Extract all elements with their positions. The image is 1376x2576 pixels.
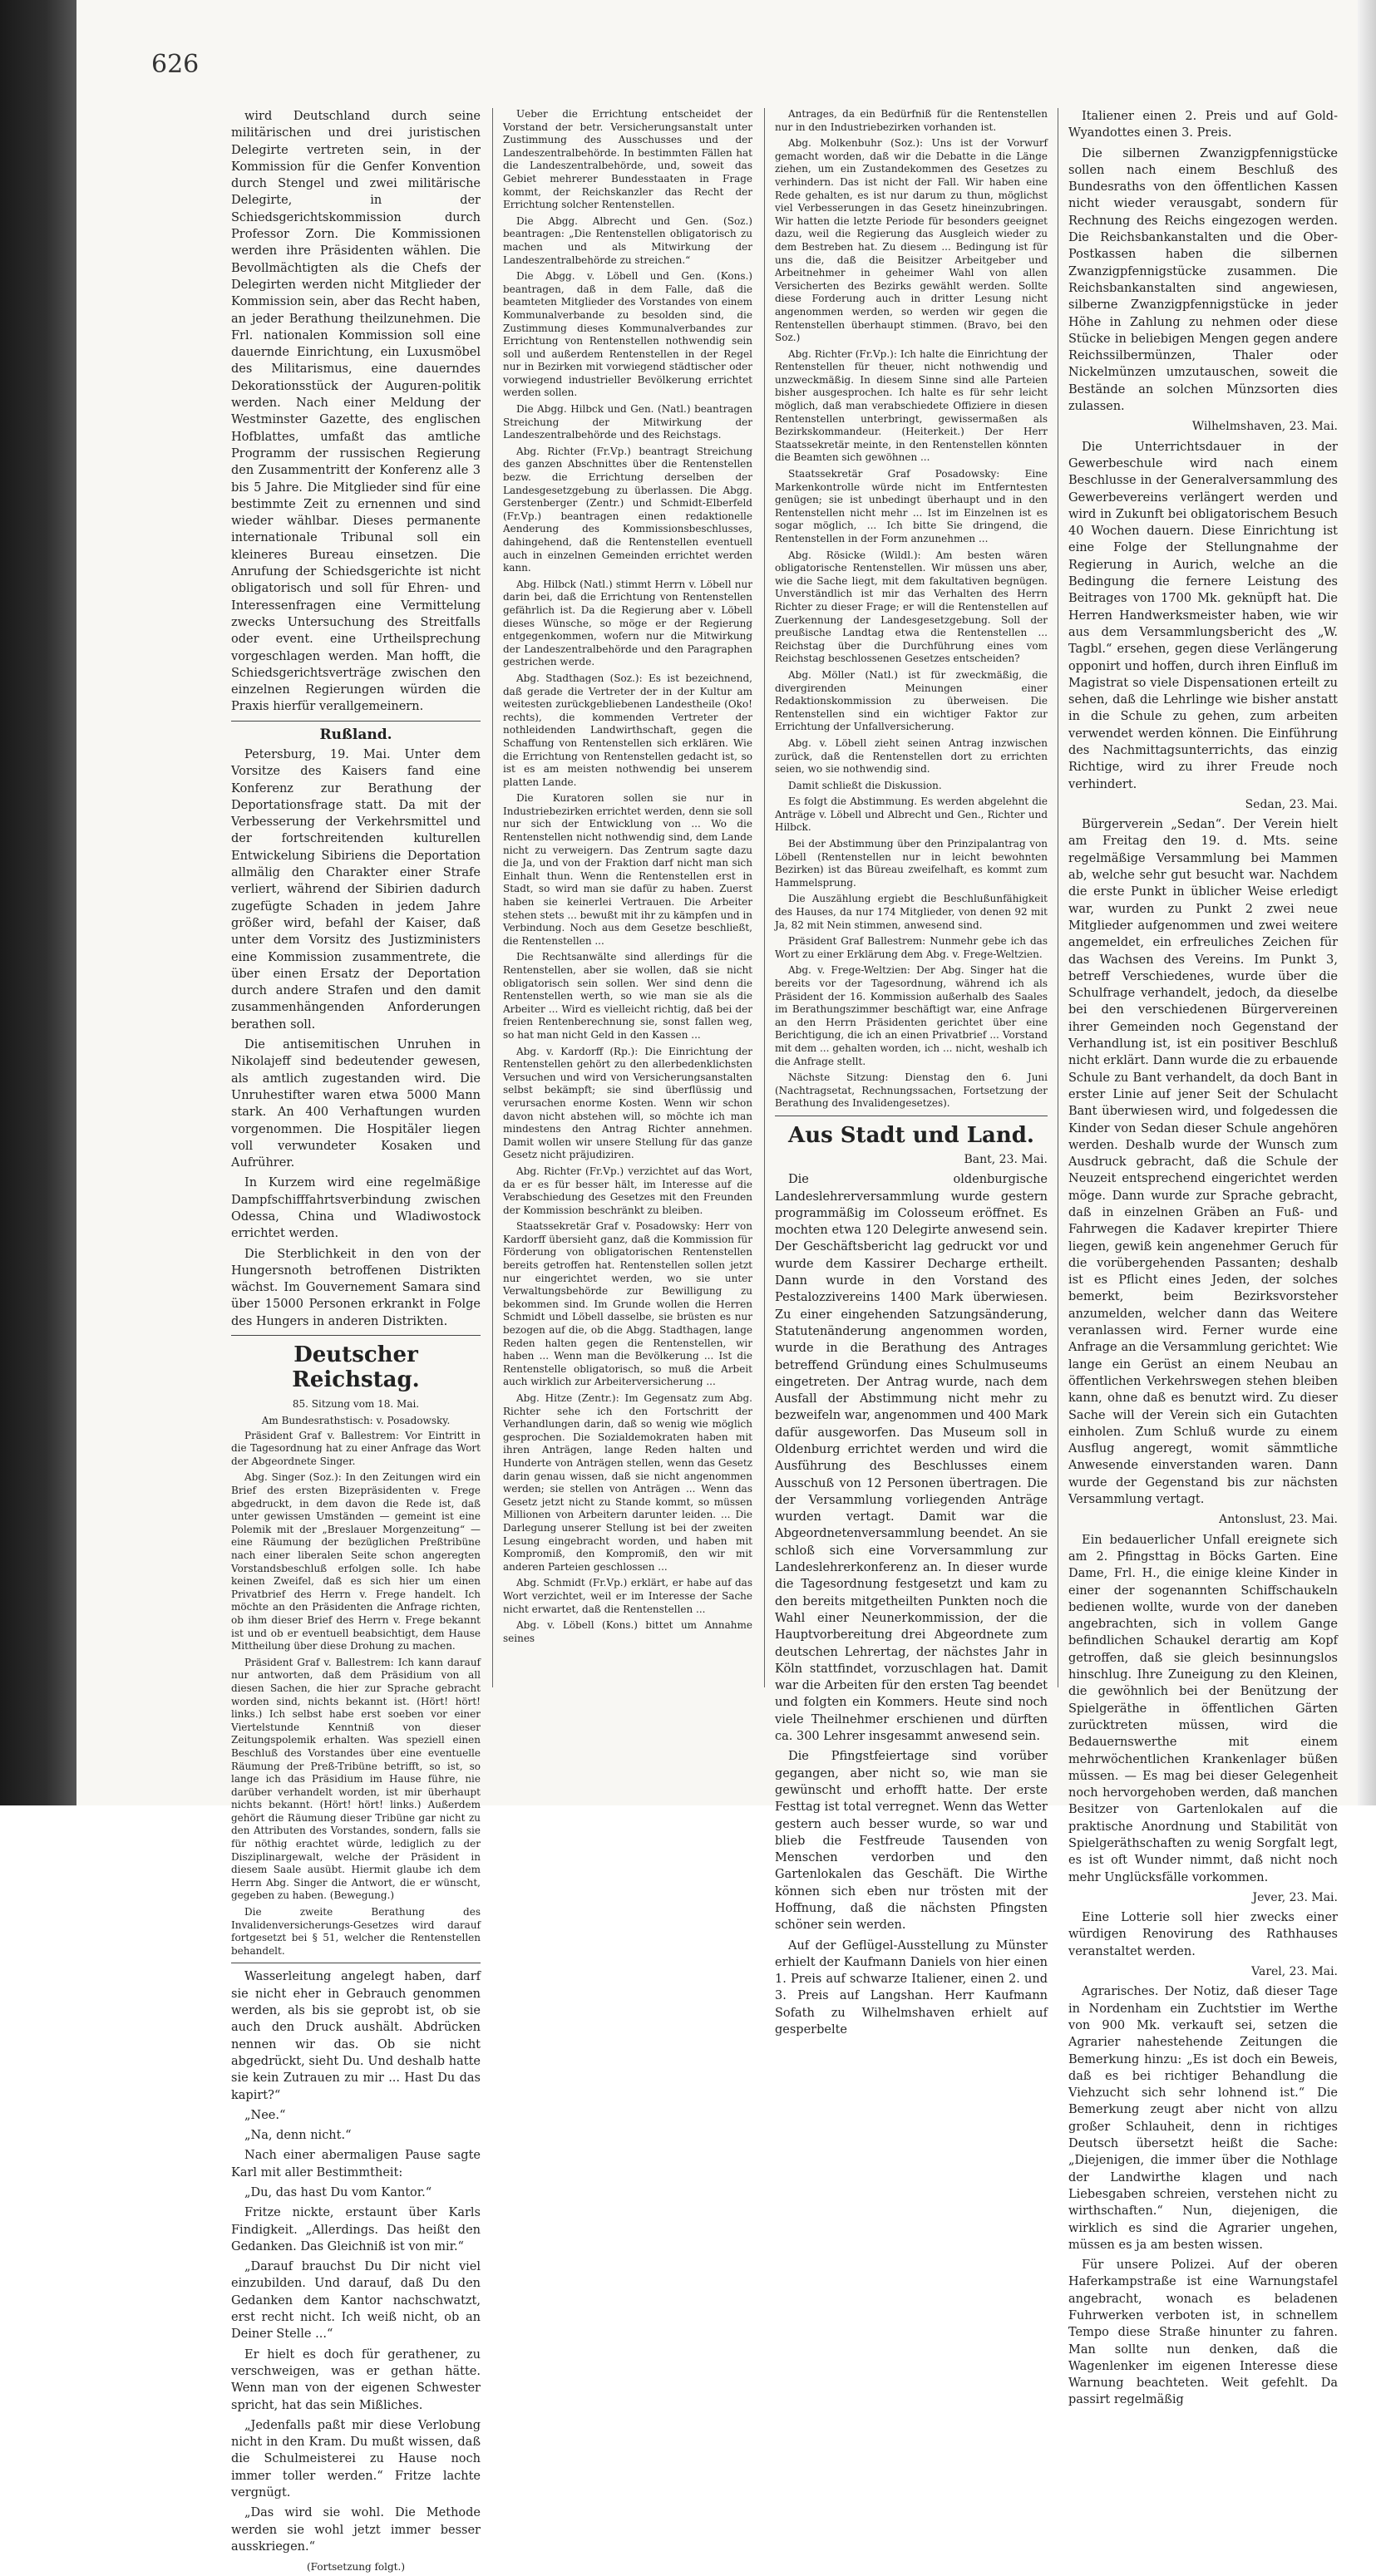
article-paragraph: Die silbernen Zwanzigpfennigstücke sollen nach einem Beschluß des Bundesraths von den öffentlichen Kassen nicht wieder verausgabt, sondern für Rechnung des Reichs eingezogen werden. Die Reichsbankanstalten und die Ober-Postkassen haben die silbernen Zwanzigpfennigstücke zusammen. Die Reichsbankanstalten sind angewiesen, silberne Zwanzigpfennigstücke in jeder Höhe in Zahlung zu nehmen oder diese Stücke in beliebigen Mengen gegen andere Reichssilbermünzen, Thaler oder Nickelmünzen umzutauschen, soweit die Bestände an solchen Münzsorten dies zulassen. [1068, 146, 1338, 414]
continuation-note: (Fortsetzung folgt.) [307, 2561, 405, 2574]
debate-paragraph: Die Abgg. Albrecht und Gen. (Soz.) beantragen: „Die Rentenstellen obligatorisch zu machen und als Mitwirkung der Landeszentralbehörde zu streichen.“ [503, 214, 752, 266]
page-number: 626 [151, 50, 200, 79]
article-paragraph: Die oldenburgische Landeslehrerversammlung wurde gestern programmäßig im Colosseum eröffnet. Es mochten etwa 120 Delegirte anwesend sein. Der Geschäftsbericht lag gedruckt vor und wurde dem Kassirer Decharge ertheilt. Dann wurde in den Vorstand des Pestalozzivereins 1400 Mark überwiesen. Zu einer eingehenden Satzungsänderung, Statutenänderung angenommen worden, wurde in die Berathung des Antrages betreffend Gründung eines Schulmuseums eingetreten. Der Antrag wurde, nach dem Ausfall der Abstimmung nicht mehr zu bezweifeln war, angenommen und 400 Mark dafür ausgeworfen. Das Museum soll in Oldenburg errichtet werden und wird die Ausführung des Beschlusses einem Ausschuß von 12 Personen übertragen. Die der Versammlung vorliegenden Anträge wurden vertagt. Damit war die Abgeordnetenversammlung beendet. An sie schloß sich eine Vorversammlung zur Landeslehrerkonferenz an. In dieser wurde die Tagesordnung festgesetzt und kam zu den bereits mitgetheilten Punkten noch die Wahl einer Neunerkommission, der die Hauptvorbereitung drei Abgeordnete zum deutschen Lehrertag, der nächstes Jahr in Köln stattfindet, vorzuschlagen hat. Damit war die Arbeiten für den ersten Tag beendet und folgten ein Kommers. Heute sind noch viele Theilnehmer erschienen und dürften ca. 300 Lehrer insgesammt anwesend sein. [775, 1173, 1048, 1744]
debate-paragraph: Abg. Richter (Fr.Vp.) verzichtet auf das Wort, da er es für besser hält, im Interesse auf die Verabschiedung des Gesetzes mit den Freunden der Kommission beschränkt zu bleiben. [503, 1165, 752, 1216]
article-paragraph: Die Pfingstfeiertage sind vorüber gegangen, aber nicht so, wie man sie gewünscht und erhofft hatte. Der erste Festtag ist total verregnet. Wenn das Wetter gestern auch besser wurde, so war und blieb die Festfreude Tausenden von Menschen verdorben und den Gartenlokalen das Geschäft. Die Wirthe können sich eben nur trösten mit der Hoffnung, daß die nächsten Pfingsten schöner sein werden. [775, 1750, 1048, 1933]
session-line: 85. Sitzung vom 18. Mai. [292, 1398, 420, 1411]
debate-paragraph: Ueber die Errichtung entscheidet der Vorstand der betr. Versicherungsanstalt unter Zustimmung des Ausschusses und der Landeszentralbehörde. In bestimmten Fällen hat die Landeszentralbehörde, und, soweit das Gebiet mehrerer Bundesstaaten in Frage kommt, der Reichskanzler das Recht der Errichtung solcher Rentenstellen. [503, 108, 752, 211]
debate-paragraph: Es folgt die Abstimmung. Es werden abgelehnt die Anträge v. Löbell und Albrecht und Gen., Richter und Hilbck. [775, 795, 1048, 834]
debate-paragraph: Abg. v. Kardorff (Rp.): Die Einrichtung der Rentenstellen gehört zu den allerbedenklichsten Versuchen und wird von Versicherungsanstalten selbst bekämpft; sie sind überflüssig und verursachen enorme Kosten. Wenn wir schon davon nicht abstehen will, so möchte ich man mindestens den Antrag Richter annehmen. Damit wollen wir unsere Stellung für das ganze Gesetz nicht präjudiziren. [503, 1045, 752, 1161]
section-heading-stadt-und-land: Aus Stadt und Land. [788, 1122, 1034, 1148]
feuilleton-paragraph: „Darauf brauchst Du Dir nicht viel einzubilden. Und darauf, daß Du den Gedanken dem Kantor nachschwatzt, erst recht nicht. Ich weiß nicht, ob an Deiner Stelle ...“ [231, 2260, 481, 2342]
section-divider [231, 721, 481, 722]
debate-paragraph: Abg. v. Löbell zieht seinen Antrag inzwischen zurück, daß die Rentenstellen dort zu errichten seien, wo sie nothwendig sind. [775, 736, 1048, 776]
debate-paragraph: Abg. Stadthagen (Soz.): Es ist bezeichnend, daß gerade die Vertreter der in der Kultur am weitesten zurückgebliebenen Landestheile (Oko! rechts), die kommenden Vertreter der nothleidenden Landwirthschaft, gegen die Schaffung von Rentenstellen sich erklären. Wie die Errichtung von Rentenstellen gedacht ist, so ist es am meisten nothwendig bei unserem platten Lande. [503, 672, 752, 788]
book-binding [0, 0, 76, 1805]
debate-paragraph: Abg. Hilbck (Natl.) stimmt Herrn v. Löbell nur darin bei, daß die Errichtung von Rentenstellen gefährlich ist. Da die Regierung aber v. Löbell dieses Wünsche, so möge er der Regierung entgegenkommen, wofern nur die Mitwirkung der Landeszentralbehörde und den Paragraphen gestrichen werde. [503, 578, 752, 668]
debate-paragraph: Abg. v. Frege-Weltzien: Der Abg. Singer hat die bereits vor der Tagesordnung, während ich als Präsident der 16. Kommission außerhalb des Saales im Berathungszimmer beschäftigt war, eine Anfrage an den Herrn Präsidenten gerichtet über eine Berichtigung, die ich an einen Privatbrief ... Vorstand mit dem ... gehalten worden, ich ... nicht, weshalb ich die Anfrage stellt. [775, 964, 1048, 1067]
column-rule [764, 108, 765, 1687]
feuilleton-paragraph: Wasserleitung angelegt haben, darf sie nicht eher in Gebrauch genommen werden, als bis sie geprobt ist, ob sie auch den Druck aushält. Abdrücken nennen wir das. Ob sie nicht abgedrückt, sieht Du. Und deshalb hatte sie kein Zutrauen zu mir ... Hast Du das kapirt?“ [231, 1970, 481, 2102]
debate-paragraph: Damit schließt die Diskussion. [788, 779, 942, 791]
bundesrath-line: Am Bundesrathstisch: v. Posadowsky. [261, 1415, 451, 1427]
feuilleton-paragraph: „Das wird sie wohl. Die Methode werden sie wohl jetzt immer besser ausskriegen.“ [231, 2506, 481, 2554]
article-paragraph: Die antisemitischen Unruhen in Nikolajeff sind bedeutender gewesen, als amtlich zugestanden wird. Die Unruhestifter waren etwa 5000 Mann stark. An 400 Verhaftungen wurden vorgenommen. Die Hospitäler liegen voll verwundeter Kosaken und Aufrührer. [231, 1038, 481, 1170]
feuilleton-paragraph: „Na, denn nicht.“ [244, 2129, 352, 2143]
article-paragraph: Die Unterrichtsdauer in der Gewerbeschule wird nach einem Beschlusse in der Generalversammlung des Gewerbevereins verlängert werden und wird in Zukunft bei obligatorischem Besuch 40 Wochen dauern. Diese Einrichtung ist eine Folge der Stellungnahme der Regierung in Aurich, welche an die Bedingung die fernere Leistung des Beitrages von 1700 Mk. geknüpft hat. Die Herren Handwerksmeister haben, wie wir aus dem Versammlungsbericht des „W. Tagbl.“ ersehen, gegen diese Verlängerung opponirt und hoffen, durch ihren Einfluß im Magistrat so viele Dispensationen erteilt zu sehen, daß die Lehrlinge wie bisher anstatt in die Schule zu gehen, zum arbeiten verwendet werden können. Die Einführung des Nachmittagsunterrichts, das einzig Richtige, wird zu ihrer Freude noch verhindert. [1068, 440, 1338, 791]
debate-paragraph: Die Abgg. v. Löbell und Gen. (Kons.) beantragen, daß in dem Falle, daß die beamteten Mitglieder des Vorstandes von einem Kommunalverbande zu besolden sind, die Zustimmung dieses Kommunalverbandes zur Errichtung von Rentenstellen nothwendig sein soll und außerdem Rentenstellen in der Regel nur in Bezirken mit vorwiegend städtischer oder vorwiegend industrieller Bevölkerung errichtet werden sollen. [503, 270, 752, 399]
dateline: Jever, 23. Mai. [1252, 1890, 1338, 1904]
dateline: Varel, 23. Mai. [1251, 1965, 1338, 1979]
article-paragraph: Auf der Geflügel-Ausstellung zu Münster erhielt der Kaufmann Daniels von hier einen 1. Preis auf schwarze Italiener, einen 2. und 3. Preis auf Langshan. Herr Kaufmann Sofath zu Wilhelmshaven erhielt auf gesperbelte [775, 1938, 1048, 2037]
column-1 [231, 108, 481, 2574]
debate-paragraph: Abg. Möller (Natl.) ist für zweckmäßig, die divergirenden Meinungen einer Redaktionskommission zu überweisen. Die Rentenstellen sind ein wichtiger Faktor zur Errichtung der Unfallversicherung. [775, 668, 1048, 733]
page-edge [1358, 0, 1376, 1805]
feuilleton-paragraph: Fritze nickte, erstaunt über Karls Findigkeit. „Allerdings. Das heißt den Gedanken. Das Gleichniß ist von mir.“ [231, 2206, 481, 2253]
feuilleton-paragraph: Nach einer abermaligen Pause sagte Karl mit aller Bestimmtheit: [231, 2149, 481, 2180]
debate-paragraph: Präsident Graf Ballestrem: Nunmehr gebe ich das Wort zu einer Erklärung dem Abg. v. Frege-Weltzien. [775, 935, 1048, 960]
column-3 [775, 108, 1048, 2037]
debate-paragraph: Abg. Richter (Fr.Vp.): Ich halte die Einrichtung der Rentenstellen für theuer, nicht nothwendig und unzweckmäßig. In diesem Sinne sind alle Parteien bisher ausgesprochen. Ich halte es für sehr leicht möglich, daß man verabschiedete Offiziere in diesen Rentenstellen unterbringt, gewissermaßen als Bezirkskommandeur. (Heiterkeit.) Der Herr Staatssekretär meinte, in den Rentenstellen könnten die Beamten sich gewöhnen ... [775, 347, 1048, 464]
feuilleton-paragraph: „Nee.“ [244, 2108, 286, 2122]
article-paragraph: In Kurzem wird eine regelmäßige Dampfschifffahrtsverbindung zwischen Odessa, China und Wladiwostock errichtet werden. [231, 1176, 481, 1241]
debate-paragraph: Die Rechtsanwälte sind allerdings für die Rentenstellen, aber sie wollen, daß sie nicht obligatorisch sein sollen. Wer sind denn die Rentenstellen werth, so wie man sie als die Arbeiter ... Wird es vielleicht richtig, daß bei der freien Rentenberechnung sie, sonst fallen weg, so hat man nicht Geld in den Kassen ... [503, 951, 752, 1041]
debate-paragraph: Abg. Rösicke (Wildl.): Am besten wären obligatorische Rentenstellen. Wir müssen uns aber, wie die Sache liegt, mit dem fakultativen begnügen. Unverständlich ist mir das Verhalten des Herrn Richter zu dieser Frage; er will die Rentenstellen auf Zuerkennung der Landesgesetzgebung. Soll der preußische Landtag etwa die Rentenstellen ... Reichstag über die Durchführung eines vom Reichstag beschlossenen Gesetzes entscheiden? [775, 549, 1048, 665]
feuilleton-paragraph: „Du, das hast Du vom Kantor.“ [244, 2185, 432, 2199]
debate-paragraph: Staatssekretär Graf Posadowsky: Eine Markenkontrolle würde nicht im Entferntesten genügen; sie ist unbedingt überhaupt und in den Rentenstellen nicht mehr ... Ist im Einzelnen ist es sogar möglich, ... Ich bitte Sie dringend, die Rentenstellen in der Form anzunehmen ... [775, 468, 1048, 544]
section-divider [231, 1335, 481, 1336]
dateline: Wilhelmshaven, 23. Mai. [1191, 420, 1338, 434]
dateline: Bant, 23. Mai. [964, 1152, 1048, 1166]
debate-paragraph: Präsident Graf v. Ballestrem: Vor Eintritt in die Tagesordnung hat zu einer Anfrage das Wort der Abgeordnete Singer. [231, 1429, 481, 1467]
debate-paragraph: Die Auszählung ergiebt die Beschlußunfähigkeit des Hauses, da nur 174 Mitglieder, von denen 92 mit Ja, 82 mit Nein stimmen, anwesend sind. [775, 893, 1048, 931]
feuilleton-paragraph: „Jedenfalls paßt mir diese Verlobung nicht in den Kram. Du mußt wissen, daß die Schulmeisterei zu Hause noch immer toller werden.“ Fritze lachte vergnügt. [231, 2418, 481, 2500]
column-rule [492, 108, 493, 1687]
debate-paragraph: Die zweite Berathung des Invalidenversicherungs-Gesetzes wird darauf fortgesetzt bei § 51, welcher die Rentenstellen behandelt. [231, 1906, 481, 1957]
debate-paragraph: Abg. Molkenbuhr (Soz.): Uns ist der Vorwurf gemacht worden, daß wir die Debatte in die Länge ziehen, um ein Zustandekommen des Gesetzes zu verhindern. Das ist nicht der Fall. Wir haben eine Rede gehalten, es ist nur darum zu thun, möglichst viel Verbesserungen in das Gesetz hineinzubringen. Wir hatten die letzte Periode für besonders geeignet dazu, weil die Regierung das Ausgleich wieder zu dem Bestreben hat. Zu diesem ... Bedingung ist für uns die, daß die Beisitzer Arbeitgeber und Arbeitnehmer in geheimer Wahl von allen Versicherten des Bezirks gewählt werden. Sollte diese Forderung auch in dritter Lesung nicht angenommen werden, so werden wir gegen die Rentenstellen überhaupt stimmen. (Bravo, bei den Soz.) [775, 137, 1048, 344]
article-paragraph: Petersburg, 19. Mai. Unter dem Vorsitze des Kaisers fand eine Konferenz zur Berathung der Deportationsfrage statt. Da mit der Verbesserung der Verkehrsmittel und der fortschreitenden kulturellen Entwickelung Sibiriens die Deportation allmälig den Charakter einer Strafe verliert, während der Sibirien dadurch zugefügte Schaden in jedem Jahre größer wird, befahl der Kaiser, daß unter dem Vorsitz des Justizministers eine Kommission zusammentrete, die über einen Ersatz der Deportation durch andere Strafen und den damit zusammenhängenden Anforderungen berathen soll. [231, 747, 481, 1032]
article-paragraph: Für unsere Polizei. Auf der oberen Haferkampstraße ist eine Warnungstafel angebracht, wonach es beladenen Fuhrwerken verboten ist, in schnellem Tempo diese Straße hinunter zu fahren. Man sollte nun denken, daß die Wagenlenker im eigenen Interesse diese Warnung beachteten. Weit gefehlt. Da passirt regelmäßig [1068, 2258, 1338, 2407]
section-heading-reichstag: Deutscher Reichstag. [292, 1342, 420, 1393]
debate-paragraph: Abg. Singer (Soz.): In den Zeitungen wird ein Brief des ersten Bizepräsidenten v. Frege abgedruckt, in dem davon die Rede ist, daß unter gewissen Umständen — gemeint ist eine Polemik mit der „Breslauer Morgenzeitung“ — eine Räumung der bezüglichen Preßtribüne nach einer liberalen Seite schon angeregten Vorstandsbeschluß erfolgen solle. Ich habe keinen Zweifel, daß es sich hier um einen Privatbrief des Herrn v. Frege handelt. Ich möchte an den Präsidenten die Anfrage richten, ob ihm dieser Brief des Herrn v. Frege bekannt ist und ob er eventuell beabsichtigt, dem Hause Mittheilung über diese Drohung zu machen. [231, 1471, 481, 1652]
debate-paragraph: Staatssekretär Graf v. Posadowsky: Herr von Kardorff übersieht ganz, daß die Kommission für Förderung von obligatorischen Rentenstellen bereits getroffen hat. Rentenstellen sollen jetzt nur eingerichtet werden, wo sie unter Verwaltungsbehörde zur Bewilligung zu bekommen sind. Im Grunde wollen die Herren Schmidt und Löbell dasselbe, sie brüsten es nur bezogen auf die, ob die Abgg. Stadthagen, lange Reden halten gegen die Rentenstellen, wir haben ... Wenn man die Bevölkerung ... Ist die Rentenstelle obligatorisch, so muß die Arbeit auch wirklich zur Arbeiterversicherung ... [503, 1220, 752, 1388]
feuilleton-paragraph: Er hielt es doch für gerathener, zu verschweigen, was er gethan hätte. Wenn man von der eigenen Schwester spricht, hat das sein Mißliches. [231, 2347, 481, 2412]
debate-paragraph: Bei der Abstimmung über den Prinzipalantrag von Löbell (Rentenstellen nur in leicht bewohnten Bezirken) ist das Büreau zweifelhaft, es kommt zum Hammelsprung. [775, 838, 1048, 889]
debate-paragraph: Abg. v. Löbell (Kons.) bittet um Annahme seines [503, 1619, 752, 1644]
next-session-note: Nächste Sitzung: Dienstag den 6. Juni (Nachtragsetat, Rechnungssachen, Fortsetzung der Berathung des Invalidengesetzes). [775, 1071, 1048, 1110]
article-paragraph: Ein bedauerlicher Unfall ereignete sich am 2. Pfingsttag in Böcks Garten. Eine Dame, Frl. H., die einige kleine Kinder in einer der sogenannten Schiffschaukeln bedienen wollte, wurde von der daneben angebrachten, sich in vollem Gange befindlichen Schaukel derartig am Kopf getroffen, daß sie gleich besinnungslos hinschlug. Ihre Zuneigung zu den Kleinen, die gewöhnlich bei der Benützung der Spielgeräthe in öffentlichen Gärten zurücktreten müssen, wird die Bedauernswerthe mit einem mehrwöchentlichen Krankenlager büßen müssen. — Es mag bei dieser Gelegenheit noch hervorgehoben werden, daß manchen Besitzer von Gartenlokalen auf die praktische Anordnung und Stabilität von Spielgeräthschaften zu wenig Sorgfalt legt, es ist oft Wunder nimmt, daß nicht noch mehr Unglücksfälle vorkommen. [1068, 1533, 1338, 1884]
debate-paragraph: Die Kuratoren sollen sie nur in Industriebezirken errichtet werden, denn sie soll nur sich der Entwicklung von ... Wo die Rentenstellen nicht nothwendig sind, dem Lande nicht zu verweigern. Das Zentrum sagte dazu die Ja, und von der Fraktion darf nicht man sich Einhalt thun. Wenn die Rentenstellen erst in Stadt, so wird man sie dafür zu haben. Zuerst haben sie keinerlei Vertrauen. Die Arbeiter stehen stets ... bewußt mit ihr zu kämpfen und in Verbindung. Noch aus dem Gesetze beschließt, die Rentenstellen ... [503, 792, 752, 947]
article-paragraph: Agrarisches. Der Notiz, daß dieser Tage in Nordenham ein Zuchtstier im Werthe von 900 Mk. verkauft sei, setzen die Agrarier nahestehende Zeitungen die Bemerkung hinzu: „Es ist doch ein Beweis, daß es bei richtiger Behandlung die Viehzucht sich sehr lohnend ist.“ Die Bemerkung zeugt aber nicht von allzu großer Schlauheit, denn in richtiges Deutsch übersetzt heißt die Sache: „Diejenigen, die immer über die Nothlage der Landwirthe klagen und nach Liebesgaben schreien, verstehen nicht zu wirthschaften.“ Nun, diejenigen, die wirklich es sind die Agrarier ungehen, müssen es ja am besten wissen. [1068, 1985, 1338, 2252]
column-4 [1068, 108, 1338, 2407]
debate-paragraph: Abg. Schmidt (Fr.Vp.) erklärt, er habe auf das Wort verzichtet, weil er im Interesse der Sache nicht erwartet, daß die Rentenstellen ... [503, 1577, 752, 1615]
article-paragraph: wird Deutschland durch seine militärischen und drei juristischen Delegirte vertreten sein, in der Kommission für die Genfer Konvention durch Stengel und zwei militärische Delegirte, in der Schiedsgerichtskommission durch Professor Zorn. Die Kommissionen werden ihre Präsidenten wählen. Die Bevollmächtigten als die Chefs der Delegirten werden nicht Mitglieder der Kommission sein, aber das Recht haben, an jeder Berathung theilzunehmen. Die Frl. nationalen Kommission soll eine dauernde Einrichtung, ein Luxusmöbel des Militarismus, eine dauerndes Dekorationsstück der Auguren-politik werden. Nach einer Meldung der Westminster Gazette, des englischen Hofblattes, umfaßt das amtliche Programm der russischen Regierung den Zusammentritt der Konferenz alle 3 bis 5 Jahre. Die Mitglieder sind für eine bestimmte Zeit zu ernennen und sind wieder wählbar. Dieses permanente internationale Tribunal soll ein kleineres Bureau einsetzen. Die Anrufung der Schiedsgerichte ist nicht obligatorisch und soll für Ehren- und Interessenfragen eine Vermittelung zwecks Untersuchung des Streitfalls oder event. eine Urtheilsprechung vorgeschlagen werden. Man hofft, die Schiedsgerichtsverträge zwischen den einzelnen Regierungen würden die Praxis hierfür verallgemeinern. [231, 110, 481, 714]
debate-paragraph: Abg. Hitze (Zentr.): Im Gegensatz zum Abg. Richter sehe ich den Fortschritt der Verhandlungen darin, daß so wenig wie möglich gesprochen. Die Sozialdemokraten haben mit ihren Anträgen, lange Reden halten und Hunderte von Anträgen stellen, wenn das Gesetz darin genau wissen, daß sie nicht angenommen werden; sie stellen von Anträgen ... Wenn das Gesetz jetzt nicht zu Stande kommt, so müssen Millionen von Arbeitern darunter leiden. ... Die Darlegung unserer Stellung ist bei der zweiten Lesung eingebracht worden, und haben mit Kompromiß, den Kompromiß, den wir mit anderen Parteien geschlossen ... [503, 1392, 752, 1573]
section-heading-russland: Rußland. [319, 726, 392, 743]
debate-paragraph: Die Abgg. Hilbck und Gen. (Natl.) beantragen Streichung der Mitwirkung der Landeszentralbehörde und des Reichstags. [503, 403, 752, 441]
debate-paragraph: Antrages, da ein Bedürfniß für die Rentenstellen nur in den Industriebezirken vorhanden ist. [775, 108, 1048, 133]
article-paragraph: Die Sterblichkeit in den von der Hungersnoth betroffenen Distrikten wächst. Im Gouvernement Samara sind über 15000 Personen erkrankt in Folge des Hungers in anderen Distrikten. [231, 1247, 481, 1328]
article-paragraph: Eine Lotterie soll hier zwecks einer würdigen Renovirung des Rathhauses veranstaltet werden. [1068, 1911, 1338, 1958]
dateline: Antonslust, 23. Mai. [1219, 1513, 1338, 1527]
article-paragraph: Bürgerverein „Sedan“. Der Verein hielt am Freitag den 19. d. Mts. seine regelmäßige Versammlung bei Mammen ab, welche sehr gut besucht war. Nachdem die erste Punkt in üblicher Weise erledigt war, wurden zu Punkt 2 zwei neue Mitglieder aufgenommen und zwei weitere angemeldet, ein erfreuliches Zeichen für das Wachsen des Vereins. Im Punkt 3, betreff Verschiedenes, wurde über die Schulfrage verhandelt, jedoch, da dieselbe bei den verschiedenen Bürgervereinen ihrer Gemeinden noch Gegenstand der Verhandlung ist, ist ein positiver Beschluß nicht erklärt. Dann wurde die zu erbauende Schule zu Bant verhandelt, da doch Bant in erster Linie auf jener Seit der Schulacht Bant überwiesen wird, und folgedessen die Kinder von Sedan dieser Schule angehören werden. Deshalb wurde der Wunsch zum Ausdruck gebracht, daß die Schule der Neuzeit entsprechend eingerichtet werden möge. Dann wurde zur Sprache gebracht, daß in einzelnen Gräben an Fuß- und Fahrwegen die Kadaver krepirter Thiere liegen, gewiß kein angenehmer Geruch für die vorübergehenden Passanten; deshalb ist es Pflicht eines Jeden, der solches bemerkt, beim Bezirksvorsteher anzumelden, welcher dann das Weitere veranlassen wird. Ferner wurde eine Anfrage an die Versammlung gerichtet: Wie lange ein Gerüst an einem Neubau an öffentlichen Verkehrswegen stehen bleiben kann, ohne daß es benutzt wird. Zu dieser Sache will der Verein sich ein Gutachten einholen. Zum Schluß wurde zu einem Ausflug angeregt, womit sämmtliche Anwesende einverstanden waren. Dann wurde der Gegenstand bis zur nächsten Versammlung vertagt. [1068, 818, 1338, 1507]
column-2 [503, 108, 752, 1762]
debate-paragraph: Abg. Richter (Fr.Vp.) beantragt Streichung des ganzen Abschnittes über die Rentenstellen bezw. die Errichtung derselben der Landesgesetzgebung zu überlassen. Die Abgg. Gerstenberger (Zentr.) und Schmidt-Elberfeld (Fr.Vp.) beantragen einen redaktionelle Aenderung des Kommissionsbeschlusses, dahingehend, daß die Rentenstellen eventuell auch in einzelnen Gemeinden errichtet werden kann. [503, 445, 752, 574]
debate-paragraph: Präsident Graf v. Ballestrem: Ich kann darauf nur antworten, daß dem Präsidium von all diesen Sachen, die hier zur Sprache gebracht worden sind, nichts bekannt ist. (Hört! hört! links.) Ich selbst habe erst soeben vor einer Viertelstunde Kenntniß von dieser Zeitungspolemik erhalten. Was speziell einen Beschluß des Vorstandes über eine eventuelle Räumung der Preß-Tribüne betrifft, so ist, so lange ich das Präsidium im Hause führe, nie darüber verhandelt worden, ist mir überhaupt nichts bekannt. (Hört! hört! links.) Außerdem gehört die Räumung dieser Tribüne gar nicht zu den Attributen des Vorstandes, sondern, falls sie für nöthig erachtet würde, lediglich zu der Disziplinargewalt, welche der Präsident in diesem Saale ausübt. Hiermit glaube ich dem Herrn Abg. Singer die Antwort, die er wünscht, gegeben zu haben. (Bewegung.) [231, 1656, 481, 1902]
dateline: Sedan, 23. Mai. [1245, 797, 1338, 811]
article-paragraph: Italiener einen 2. Preis und auf Gold-Wyandottes einen 3. Preis. [1068, 110, 1338, 140]
